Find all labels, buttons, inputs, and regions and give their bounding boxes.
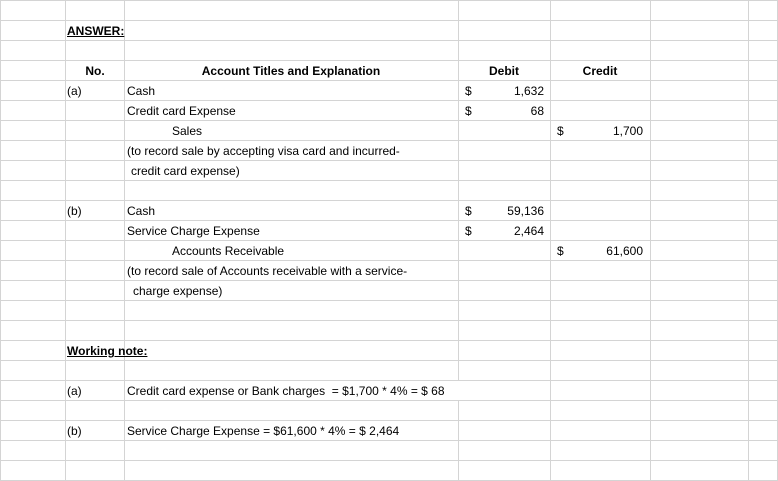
grid-row-line bbox=[0, 240, 778, 241]
entry-a-line3-title: Sales bbox=[172, 124, 203, 138]
entry-b-explanation-2: charge expense) bbox=[133, 284, 223, 298]
header-debit: Debit bbox=[489, 64, 519, 78]
entry-a-line2-debit-symbol: $ bbox=[465, 104, 472, 118]
entry-b-line2-title: Service Charge Expense bbox=[127, 224, 260, 238]
header-account-titles: Account Titles and Explanation bbox=[201, 64, 381, 78]
entry-b-line1-title: Cash bbox=[127, 204, 156, 218]
entry-b-line2-debit: 2,464 bbox=[513, 224, 544, 238]
entry-a-line1-title: Cash bbox=[127, 84, 156, 98]
entry-a-line2-debit: 68 bbox=[530, 104, 544, 118]
working-note-a-text: Credit card expense or Bank charges = $1,700 * 4% = $ 68 bbox=[127, 384, 445, 398]
header-no: No. bbox=[85, 64, 105, 78]
working-note-b-label: (b) bbox=[67, 424, 82, 438]
entry-b-line3-title: Accounts Receivable bbox=[172, 244, 285, 258]
working-note-a-label: (a) bbox=[67, 384, 82, 398]
entry-a-explanation-1: (to record sale by accepting visa card and incurred- bbox=[127, 144, 400, 158]
entry-a-line1-debit: 1,632 bbox=[513, 84, 544, 98]
grid-col-line bbox=[0, 0, 1, 481]
entry-b-no: (b) bbox=[67, 204, 82, 218]
entry-b-line1-debit: 59,136 bbox=[507, 204, 544, 218]
grid-row-line bbox=[0, 100, 778, 101]
grid-col-line bbox=[650, 0, 651, 481]
grid-col-line bbox=[748, 0, 749, 481]
entry-a-line2-title: Credit card Expense bbox=[127, 104, 236, 118]
grid-row-line bbox=[0, 460, 778, 461]
grid-row-line bbox=[0, 200, 778, 201]
working-note-heading: Working note: bbox=[67, 344, 148, 358]
answer-heading: ANSWER: bbox=[67, 24, 125, 38]
grid-row-line bbox=[0, 120, 778, 121]
header-credit: Credit bbox=[582, 64, 618, 78]
grid-row-line bbox=[0, 0, 778, 1]
grid-row-line bbox=[0, 180, 778, 181]
entry-a-line3-credit-symbol: $ bbox=[557, 124, 564, 138]
grid-row-line bbox=[0, 300, 778, 301]
grid-row-line bbox=[0, 220, 778, 221]
entry-b-explanation-1: (to record sale of Accounts receivable with a service- bbox=[127, 264, 408, 278]
entry-a-no: (a) bbox=[67, 84, 82, 98]
entry-a-line1-debit-symbol: $ bbox=[465, 84, 472, 98]
entry-b-line1-debit-symbol: $ bbox=[465, 204, 472, 218]
entry-a-explanation-2: credit card expense) bbox=[131, 164, 240, 178]
entry-b-line3-credit-symbol: $ bbox=[557, 244, 564, 258]
working-note-b-text: Service Charge Expense = $61,600 * 4% = $ 2,464 bbox=[127, 424, 400, 438]
entry-b-line3-credit: 61,600 bbox=[606, 244, 643, 258]
entry-b-line2-debit-symbol: $ bbox=[465, 224, 472, 238]
grid-row-line bbox=[0, 320, 778, 321]
entry-a-line3-credit: 1,700 bbox=[612, 124, 643, 138]
